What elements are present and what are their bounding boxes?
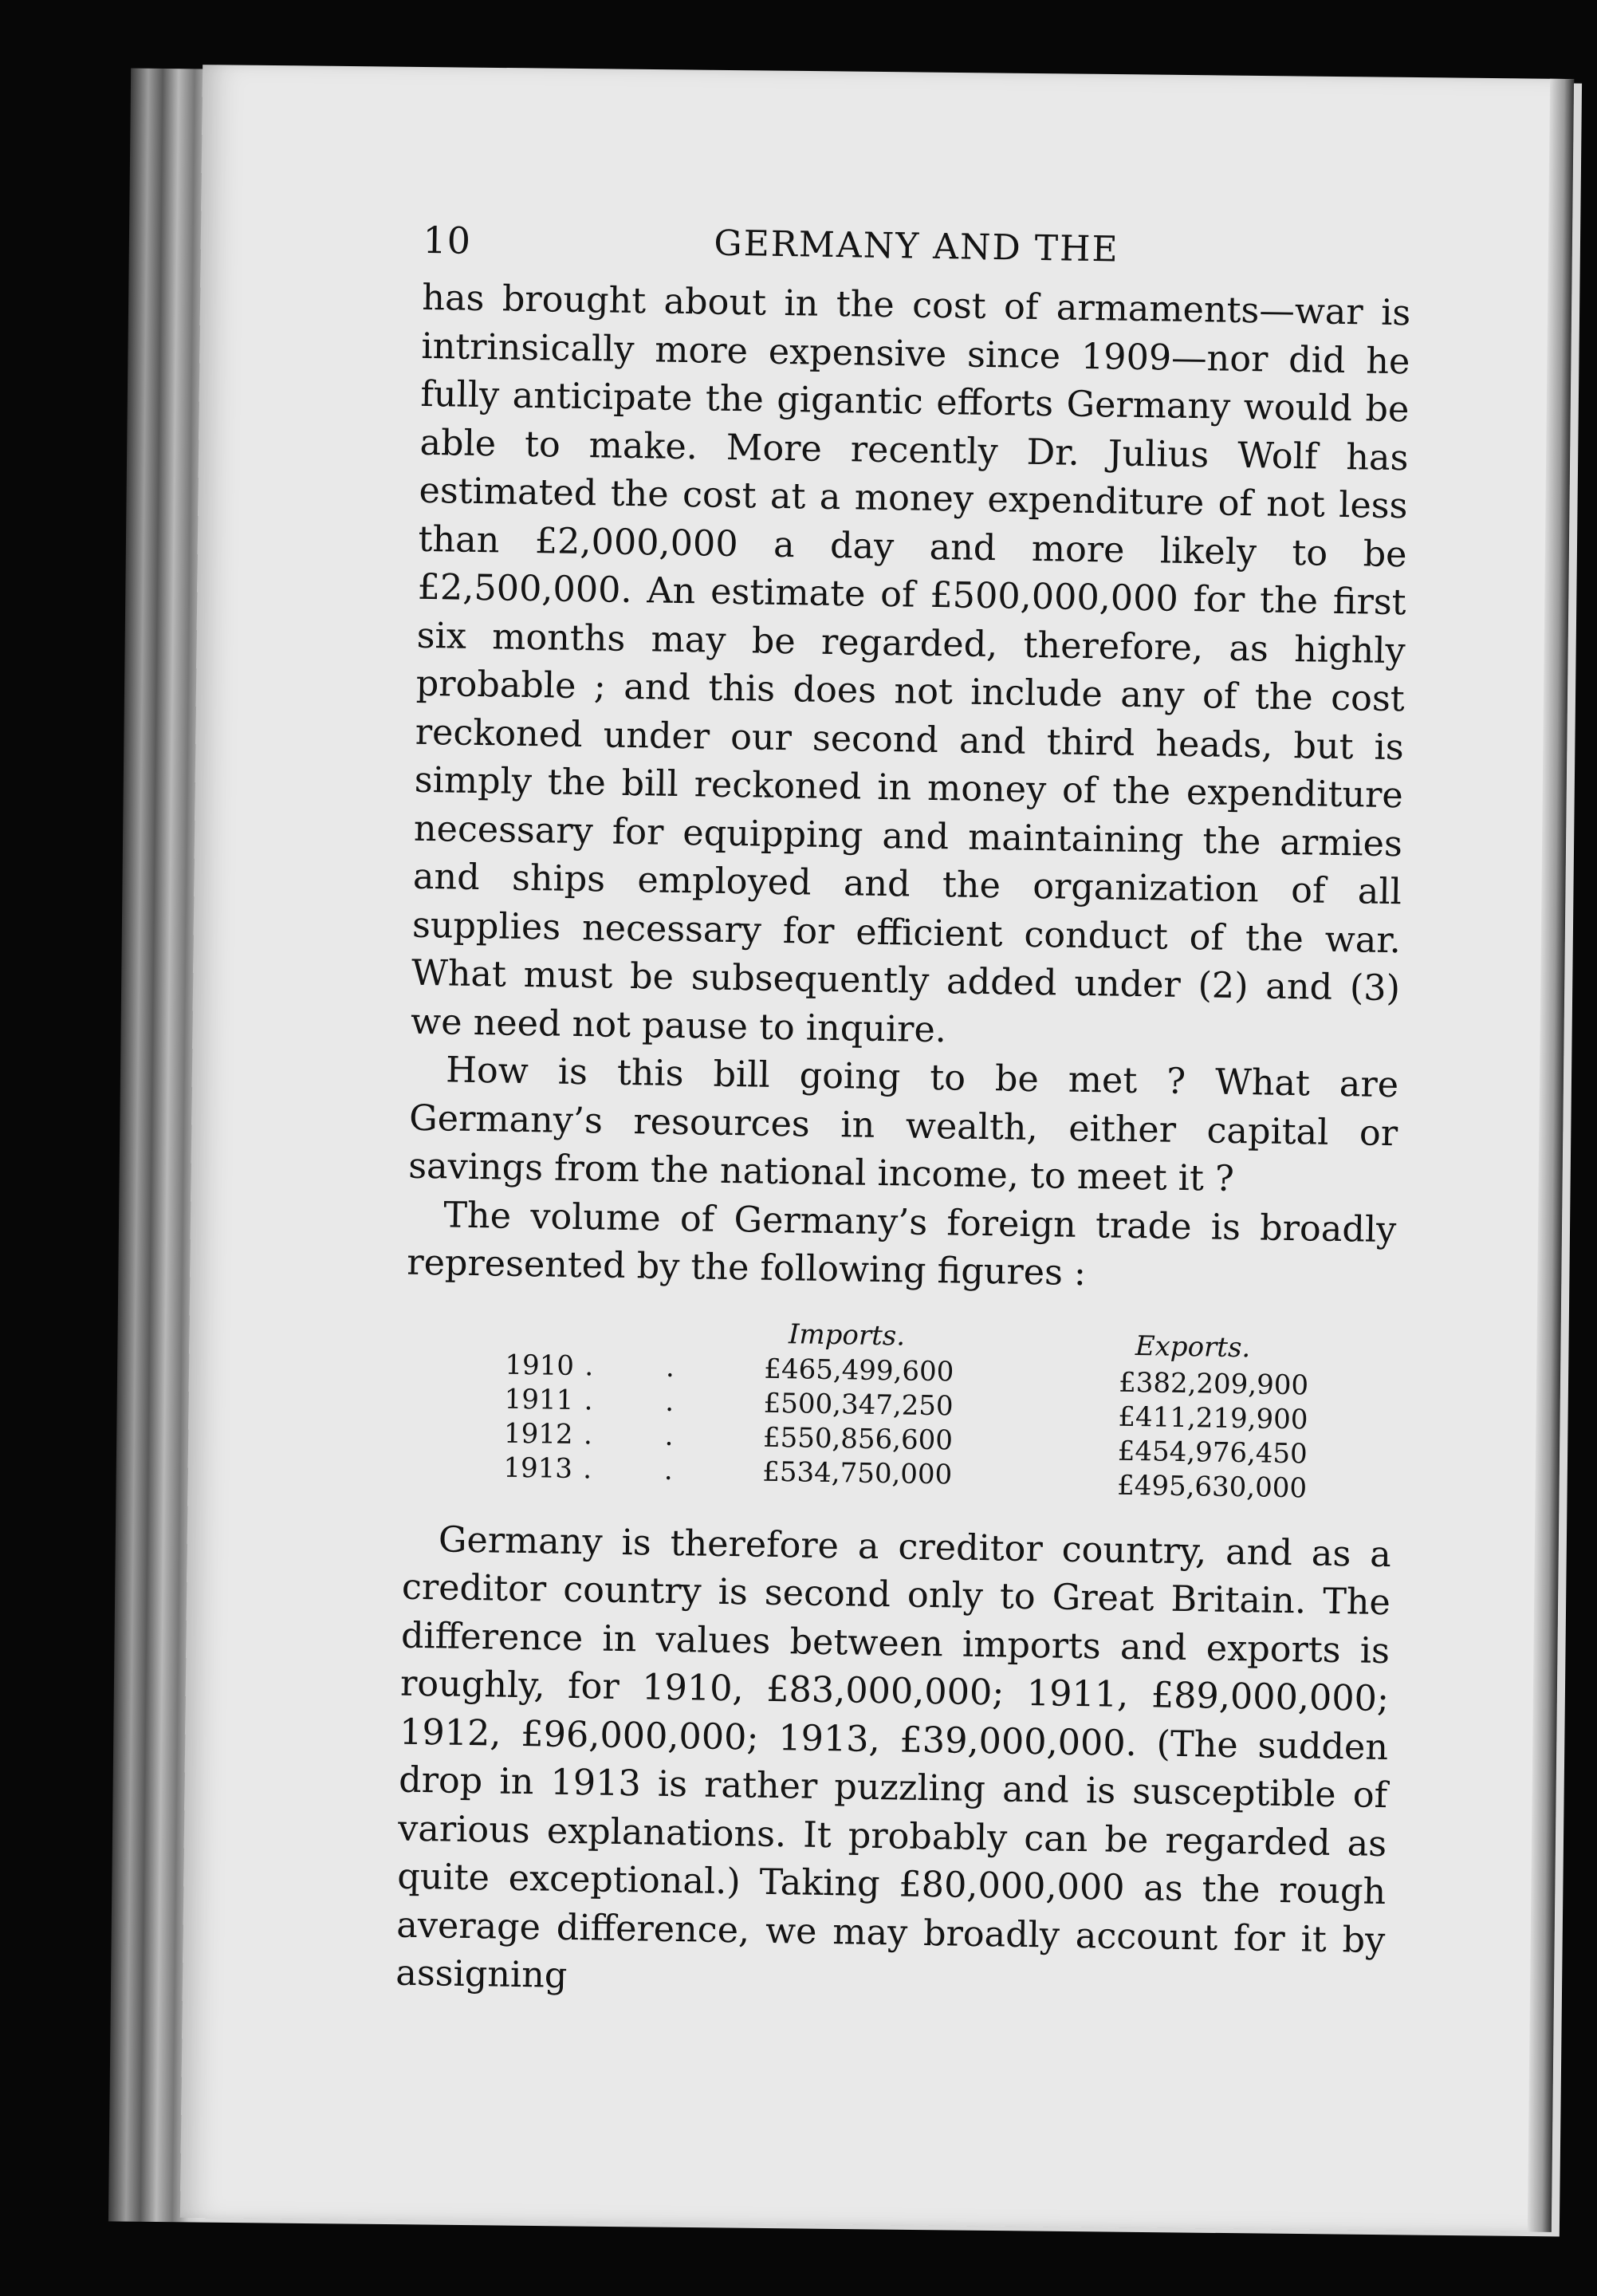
leader-dots: . .: [584, 1349, 707, 1384]
year-cell: 1913: [503, 1451, 573, 1485]
leader-dots: . .: [583, 1418, 706, 1453]
page-number: 10: [423, 218, 472, 262]
paragraph-bill-question: How is this bill going to be met ? What are Germany’s resources in wealth, either capital or savings from the national income, to meet it ?: [407, 1050, 1399, 1199]
exports-column-header: Exports.: [1135, 1329, 1251, 1364]
imports-cell: £500,347,250: [763, 1387, 954, 1422]
paragraph-creditor-country: Germany is therefore a creditor country, and as a creditor country is second only to Great Britain. The difference in values between imports and exports is roughly, for 1910, £83,000,000; 1911, £89,000,000; 1912, £96,000,000; 1913, £39,000,000. (The sudden drop in 1913 is rather puzzling and is susceptible of various explanations. It probably can be regarded as quite exceptional.) Taking £80,000,000 as the rough average difference, we may broadly account for it by assigning: [395, 1518, 1392, 1996]
exports-cell: £454,976,450: [1117, 1435, 1308, 1470]
imports-column-header: Imports.: [788, 1317, 906, 1353]
imports-cell: £550,856,600: [762, 1421, 954, 1456]
exports-cell: £495,630,000: [1116, 1469, 1308, 1504]
paragraph-trade-intro: The volume of Germany’s foreign trade is broadly represented by the following figures :: [407, 1194, 1397, 1294]
trade-figures-table: [403, 1311, 1394, 1504]
imports-cell: £465,499,600: [764, 1353, 954, 1388]
running-title: GERMANY AND THE: [714, 223, 1120, 270]
exports-cell: £411,219,900: [1118, 1400, 1308, 1435]
page-content: [200, 215, 1424, 2014]
leader-dots: . .: [583, 1452, 706, 1487]
imports-cell: £534,750,000: [762, 1455, 953, 1491]
exports-cell: £382,209,900: [1118, 1366, 1309, 1401]
paragraph-cost-estimate: has brought about in the cost of armaments—war is intrinsically more expensive since 1909—nor did he fully anticipate the gigantic efforts Germany would be able to make. More recently Dr. Julius Wolf has estimated the cost at a money expenditure of not less than £2,000,000 a day and more likely to be £2,500,000. An estimate of £500,000,000 for the first six months may be regarded, therefore, as highly probable ; and this does not include any of the cost reckoned under our second and third heads, but is simply the bill reckoned in money of the expenditure necessary for equipping and maintaining the armies and ships employed and the organization of all supplies necessary for efficient conduct of the war. What must be subsequently added under (2) and (3) we need not pause to inquire.: [410, 277, 1411, 1050]
year-cell: 1910: [505, 1349, 575, 1382]
year-cell: 1912: [503, 1417, 573, 1451]
leader-dots: . .: [584, 1384, 706, 1419]
year-cell: 1911: [504, 1383, 574, 1416]
